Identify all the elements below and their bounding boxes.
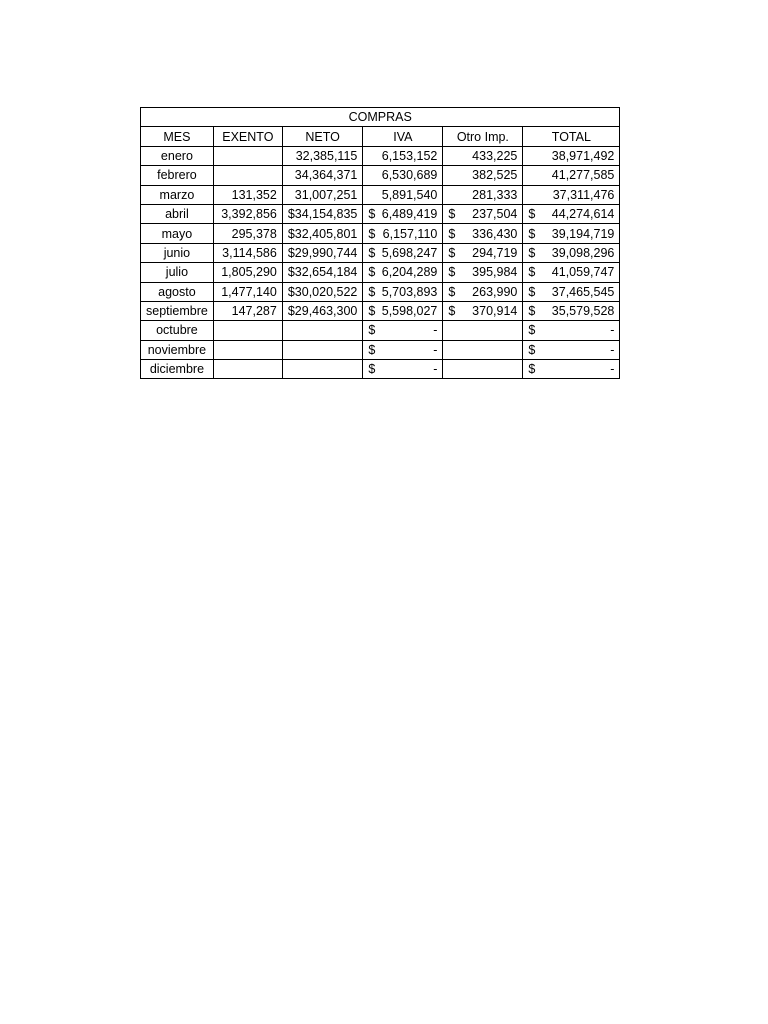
cell-otro-imp[interactable] [443,185,523,204]
cell-neto[interactable] [282,321,363,340]
cell-mes[interactable]: agosto [141,282,214,301]
cell-otro-imp-value: 294,719 [472,245,518,260]
cell-otro-imp-content [448,205,517,223]
cell-total-content [528,205,614,223]
cell-iva-content [368,283,437,301]
compras-table [140,107,620,379]
cell-iva-value: 6,157,110 [382,226,438,241]
cell-total-value: - [610,342,615,357]
currency-symbol: $ [368,265,376,280]
header-otro-imp: Otro Imp. [443,127,523,146]
cell-iva[interactable] [363,166,443,185]
header-mes: MES [141,127,214,146]
table-row [141,243,620,262]
cell-exento[interactable] [213,166,282,185]
cell-iva-content [368,341,437,359]
cell-total[interactable] [523,263,620,282]
currency-symbol: $ [368,207,376,222]
cell-iva-content [368,166,437,184]
cell-total[interactable] [523,301,620,320]
cell-mes[interactable]: abril [141,204,214,223]
cell-neto[interactable] [282,340,363,359]
table-row [141,340,620,359]
cell-otro-imp-content [448,186,517,204]
table-row [141,204,620,223]
cell-iva[interactable] [363,301,443,320]
title-row [141,108,620,127]
cell-otro-imp[interactable] [443,224,523,243]
cell-otro-imp-content [448,302,517,320]
currency-symbol: $ [368,342,376,357]
cell-total-content [528,147,614,165]
cell-iva[interactable] [363,185,443,204]
cell-mes[interactable]: marzo [141,185,214,204]
currency-symbol: $ [528,362,536,377]
cell-neto[interactable] [282,360,363,379]
cell-otro-imp-content [448,166,517,184]
cell-iva[interactable] [363,224,443,243]
currency-symbol: $ [528,207,536,222]
cell-exento[interactable]: 295,378 [213,224,282,243]
cell-total[interactable] [523,360,620,379]
cell-neto[interactable]: $32,654,184 [282,263,363,282]
cell-total-value: 39,098,296 [551,245,615,260]
currency-symbol: $ [528,342,536,357]
currency-symbol: $ [448,226,456,241]
cell-mes[interactable]: febrero [141,166,214,185]
table-row [141,263,620,282]
currency-symbol: $ [528,284,536,299]
cell-iva-value: 6,530,689 [381,168,438,183]
cell-otro-imp-value: 281,333 [472,187,518,202]
cell-total[interactable] [523,243,620,262]
cell-iva-content [368,263,437,281]
cell-otro-imp[interactable] [443,340,523,359]
cell-total-value: 38,971,492 [551,148,615,163]
cell-neto[interactable]: $34,154,835 [282,204,363,223]
cell-otro-imp-value: 370,914 [472,304,518,319]
cell-otro-imp[interactable] [443,146,523,165]
cell-neto[interactable]: 31,007,251 [282,185,363,204]
cell-iva-value: 6,153,152 [381,148,438,163]
cell-iva[interactable] [363,243,443,262]
header-exento: EXENTO [213,127,282,146]
header-row [141,127,620,146]
currency-symbol: $ [448,304,456,319]
table-row [141,301,620,320]
cell-exento[interactable]: 3,392,856 [213,204,282,223]
cell-otro-imp[interactable] [443,263,523,282]
cell-iva[interactable] [363,146,443,165]
cell-total[interactable] [523,224,620,243]
cell-total-value: 37,465,545 [551,284,615,299]
cell-total-value: 37,311,476 [552,187,615,202]
cell-total[interactable] [523,204,620,223]
cell-iva-value: - [433,362,438,377]
cell-total-value: - [610,323,615,338]
cell-otro-imp-value: 382,525 [472,168,518,183]
cell-total[interactable] [523,166,620,185]
table-row [141,282,620,301]
cell-exento[interactable]: 147,287 [213,301,282,320]
cell-iva[interactable] [363,282,443,301]
table-row [141,321,620,340]
currency-symbol: $ [368,323,376,338]
cell-otro-imp[interactable] [443,282,523,301]
cell-iva-content [368,244,437,262]
cell-neto[interactable]: $30,020,522 [282,282,363,301]
cell-exento[interactable] [213,360,282,379]
cell-exento[interactable] [213,321,282,340]
cell-mes[interactable]: septiembre [141,301,214,320]
cell-total-content [528,341,614,359]
cell-total-content [528,166,614,184]
cell-iva-value: 5,891,540 [381,187,438,202]
cell-total-value: 39,194,719 [551,226,615,241]
cell-total[interactable] [523,340,620,359]
table-row [141,185,620,204]
cell-total-value: 35,579,528 [551,304,615,319]
cell-otro-imp[interactable] [443,166,523,185]
cell-otro-imp-value: 237,504 [472,207,518,222]
cell-iva-content [368,225,437,243]
currency-symbol: $ [448,265,456,280]
cell-total-content [528,186,614,204]
currency-symbol: $ [368,304,376,319]
header-iva: IVA [363,127,443,146]
compras-sheet [140,107,620,379]
cell-total-value: 41,277,585 [551,168,615,183]
cell-neto[interactable]: $29,990,744 [282,243,363,262]
currency-symbol: $ [528,323,536,338]
cell-neto[interactable]: 32,385,115 [282,146,363,165]
cell-exento[interactable]: 3,114,586 [213,243,282,262]
table-title: COMPRAS [141,108,620,127]
header-neto: NETO [282,127,363,146]
cell-iva-content [368,360,437,378]
cell-mes[interactable]: enero [141,146,214,165]
cell-otro-imp-value: 395,984 [472,265,518,280]
cell-iva-content [368,321,437,339]
cell-exento[interactable]: 131,352 [213,185,282,204]
cell-otro-imp-content [448,244,517,262]
cell-total-content [528,244,614,262]
cell-total-value: 41,059,747 [551,265,615,280]
cell-total-content [528,283,614,301]
cell-iva[interactable] [363,340,443,359]
cell-total[interactable] [523,321,620,340]
cell-mes[interactable]: noviembre [141,340,214,359]
cell-otro-imp[interactable] [443,301,523,320]
currency-symbol: $ [368,245,376,260]
cell-iva[interactable] [363,360,443,379]
cell-neto[interactable]: 34,364,371 [282,166,363,185]
cell-iva-content [368,302,437,320]
cell-total-content [528,263,614,281]
cell-mes[interactable]: julio [141,263,214,282]
currency-symbol: $ [368,362,376,377]
currency-symbol: $ [448,284,456,299]
cell-iva-content [368,147,437,165]
cell-otro-imp[interactable] [443,321,523,340]
cell-total[interactable] [523,185,620,204]
cell-total-value: - [610,362,615,377]
cell-otro-imp-content [448,283,517,301]
table-row [141,224,620,243]
cell-iva-value: 5,698,247 [381,245,438,260]
cell-otro-imp[interactable] [443,204,523,223]
currency-symbol: $ [448,245,456,260]
cell-otro-imp-content [448,147,517,165]
cell-iva-value: - [433,323,438,338]
cell-iva-value: 5,703,893 [381,284,438,299]
cell-otro-imp-value: 336,430 [472,226,518,241]
cell-exento[interactable] [213,146,282,165]
cell-total[interactable] [523,146,620,165]
table-row [141,360,620,379]
currency-symbol: $ [528,265,536,280]
cell-iva[interactable] [363,204,443,223]
cell-total-value: 44,274,614 [551,207,615,222]
table-row [141,166,620,185]
cell-otro-imp-content [448,263,517,281]
cell-iva-value: 6,489,419 [381,207,438,222]
cell-iva-content [368,205,437,223]
cell-mes[interactable]: mayo [141,224,214,243]
currency-symbol: $ [528,245,536,260]
cell-total-content [528,225,614,243]
currency-symbol: $ [528,226,536,241]
cell-exento[interactable] [213,340,282,359]
cell-iva-value: 5,598,027 [381,304,438,319]
cell-otro-imp-value: 433,225 [472,148,518,163]
header-total: TOTAL [523,127,620,146]
cell-iva[interactable] [363,321,443,340]
currency-symbol: $ [448,207,456,222]
cell-total-content [528,302,614,320]
cell-otro-imp-content [448,225,517,243]
cell-neto[interactable]: $32,405,801 [282,224,363,243]
cell-neto[interactable]: $29,463,300 [282,301,363,320]
cell-iva-value: 6,204,289 [381,265,438,280]
cell-mes[interactable]: diciembre [141,360,214,379]
cell-otro-imp[interactable] [443,360,523,379]
cell-total-content [528,321,614,339]
table-row [141,146,620,165]
cell-total[interactable] [523,282,620,301]
currency-symbol: $ [368,284,376,299]
currency-symbol: $ [368,226,376,241]
cell-otro-imp-value: 263,990 [472,284,518,299]
cell-mes[interactable]: junio [141,243,214,262]
currency-symbol: $ [528,304,536,319]
cell-total-content [528,360,614,378]
cell-exento[interactable]: 1,477,140 [213,282,282,301]
cell-iva-value: - [433,342,438,357]
cell-exento[interactable]: 1,805,290 [213,263,282,282]
cell-iva-content [368,186,437,204]
cell-mes[interactable]: octubre [141,321,214,340]
cell-iva[interactable] [363,263,443,282]
cell-otro-imp[interactable] [443,243,523,262]
